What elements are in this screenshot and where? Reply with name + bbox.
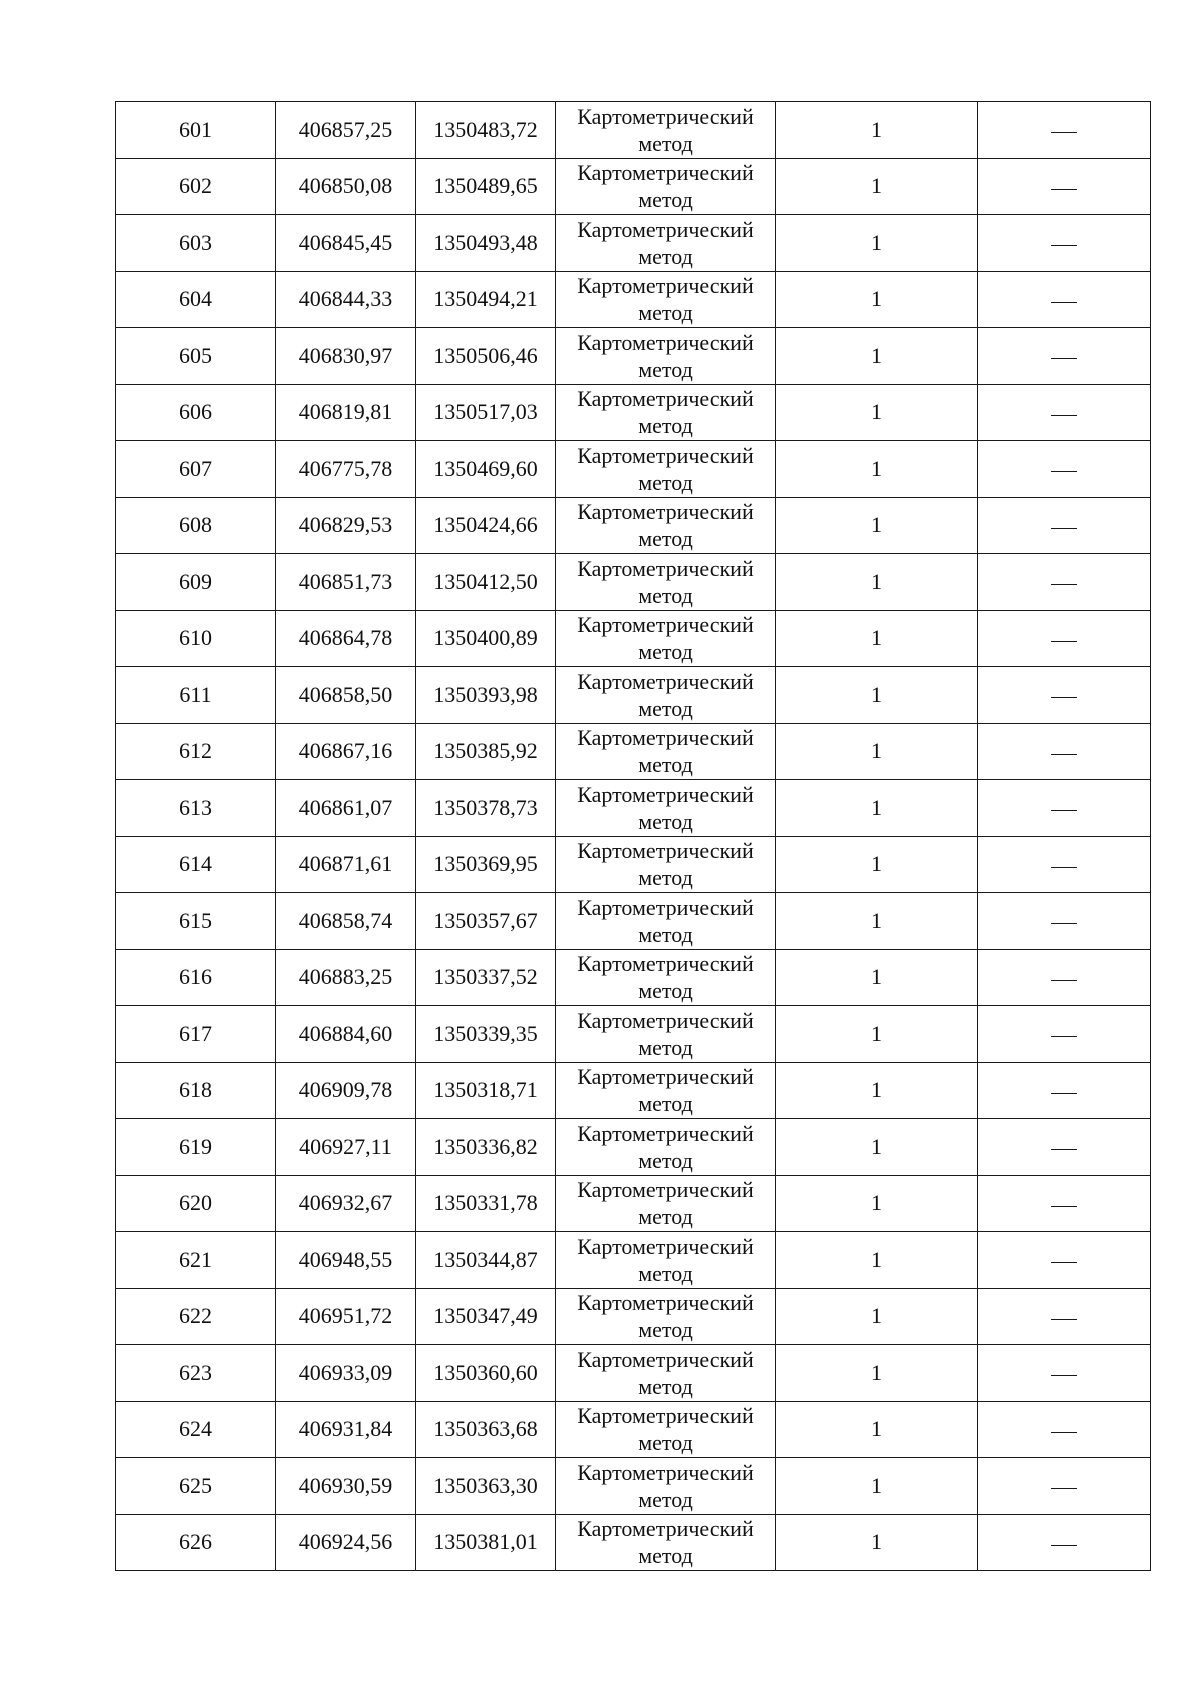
method-cell: Картометрический метод [556,1062,776,1119]
coordinate-y-cell: 1350517,03 [416,384,556,441]
coordinate-x-cell: 406858,50 [276,667,416,724]
accuracy-cell: 1 [776,893,978,950]
point-number-cell: 607 [116,441,276,498]
point-number-cell: 603 [116,215,276,272]
note-cell [978,836,1151,893]
accuracy-cell: 1 [776,949,978,1006]
table-row [116,1006,1151,1063]
note-cell [978,554,1151,611]
dash-mark [1051,867,1077,868]
coordinate-y-cell: 1350469,60 [416,441,556,498]
method-cell: Картометрический метод [556,158,776,215]
table-row [116,1288,1151,1345]
method-cell: Картометрический метод [556,441,776,498]
dash-mark [1051,1375,1077,1376]
coordinate-x-cell: 406861,07 [276,780,416,837]
point-number-cell: 609 [116,554,276,611]
note-cell [978,1119,1151,1176]
point-number-cell: 610 [116,610,276,667]
note-cell [978,1514,1151,1571]
dash-mark [1051,980,1077,981]
dash-mark [1051,923,1077,924]
method-cell: Картометрический метод [556,723,776,780]
method-cell: Картометрический метод [556,1288,776,1345]
coordinate-y-cell: 1350412,50 [416,554,556,611]
table-row [116,1458,1151,1515]
point-number-cell: 625 [116,1458,276,1515]
method-cell: Картометрический метод [556,1119,776,1176]
coordinate-y-cell: 1350363,68 [416,1401,556,1458]
coordinate-y-cell: 1350489,65 [416,158,556,215]
coordinate-x-cell: 406871,61 [276,836,416,893]
coordinate-y-cell: 1350318,71 [416,1062,556,1119]
point-number-cell: 614 [116,836,276,893]
accuracy-cell: 1 [776,384,978,441]
table-row [116,836,1151,893]
point-number-cell: 601 [116,102,276,159]
table-row [116,497,1151,554]
coordinate-x-cell: 406909,78 [276,1062,416,1119]
table-row [116,610,1151,667]
accuracy-cell: 1 [776,836,978,893]
method-cell: Картометрический метод [556,271,776,328]
coordinate-x-cell: 406819,81 [276,384,416,441]
coordinate-x-cell: 406857,25 [276,102,416,159]
dash-mark [1051,302,1077,303]
note-cell [978,1345,1151,1402]
coordinate-x-cell: 406927,11 [276,1119,416,1176]
method-cell: Картометрический метод [556,610,776,667]
dash-mark [1051,358,1077,359]
dash-mark [1051,1036,1077,1037]
point-number-cell: 619 [116,1119,276,1176]
coordinates-table [115,101,1151,1571]
coordinate-x-cell: 406830,97 [276,328,416,385]
accuracy-cell: 1 [776,554,978,611]
method-cell: Картометрический метод [556,836,776,893]
coordinate-x-cell: 406948,55 [276,1232,416,1289]
coordinate-y-cell: 1350506,46 [416,328,556,385]
method-cell: Картометрический метод [556,554,776,611]
coordinate-y-cell: 1350344,87 [416,1232,556,1289]
point-number-cell: 623 [116,1345,276,1402]
coordinate-y-cell: 1350393,98 [416,667,556,724]
method-cell: Картометрический метод [556,1514,776,1571]
method-cell: Картометрический метод [556,667,776,724]
table-row [116,102,1151,159]
accuracy-cell: 1 [776,723,978,780]
point-number-cell: 613 [116,780,276,837]
coordinate-y-cell: 1350424,66 [416,497,556,554]
point-number-cell: 618 [116,1062,276,1119]
dash-mark [1051,754,1077,755]
coordinate-y-cell: 1350385,92 [416,723,556,780]
method-cell: Картометрический метод [556,893,776,950]
point-number-cell: 624 [116,1401,276,1458]
coordinate-y-cell: 1350339,35 [416,1006,556,1063]
note-cell [978,1175,1151,1232]
dash-mark [1051,1206,1077,1207]
table-row [116,1232,1151,1289]
accuracy-cell: 1 [776,1175,978,1232]
table-row [116,667,1151,724]
accuracy-cell: 1 [776,1458,978,1515]
point-number-cell: 602 [116,158,276,215]
coordinate-x-cell: 406775,78 [276,441,416,498]
table-row [116,1345,1151,1402]
coordinate-x-cell: 406850,08 [276,158,416,215]
point-number-cell: 622 [116,1288,276,1345]
point-number-cell: 621 [116,1232,276,1289]
point-number-cell: 617 [116,1006,276,1063]
accuracy-cell: 1 [776,1288,978,1345]
coordinate-y-cell: 1350381,01 [416,1514,556,1571]
accuracy-cell: 1 [776,328,978,385]
table-row [116,554,1151,611]
note-cell [978,497,1151,554]
coordinate-x-cell: 406867,16 [276,723,416,780]
dash-mark [1051,1149,1077,1150]
accuracy-cell: 1 [776,215,978,272]
note-cell [978,1232,1151,1289]
accuracy-cell: 1 [776,610,978,667]
point-number-cell: 626 [116,1514,276,1571]
accuracy-cell: 1 [776,1232,978,1289]
note-cell [978,667,1151,724]
point-number-cell: 608 [116,497,276,554]
coordinate-y-cell: 1350357,67 [416,893,556,950]
accuracy-cell: 1 [776,1062,978,1119]
note-cell [978,949,1151,1006]
coordinate-x-cell: 406951,72 [276,1288,416,1345]
note-cell [978,1401,1151,1458]
coordinate-x-cell: 406930,59 [276,1458,416,1515]
coordinate-y-cell: 1350494,21 [416,271,556,328]
coordinate-y-cell: 1350483,72 [416,102,556,159]
dash-mark [1051,245,1077,246]
method-cell: Картометрический метод [556,1175,776,1232]
coordinate-y-cell: 1350337,52 [416,949,556,1006]
method-cell: Картометрический метод [556,102,776,159]
dash-mark [1051,1545,1077,1546]
method-cell: Картометрический метод [556,1458,776,1515]
accuracy-cell: 1 [776,102,978,159]
method-cell: Картометрический метод [556,949,776,1006]
note-cell [978,215,1151,272]
point-number-cell: 604 [116,271,276,328]
dash-mark [1051,1262,1077,1263]
point-number-cell: 612 [116,723,276,780]
accuracy-cell: 1 [776,1006,978,1063]
dash-mark [1051,471,1077,472]
coordinate-y-cell: 1350347,49 [416,1288,556,1345]
table-row [116,271,1151,328]
coordinate-y-cell: 1350378,73 [416,780,556,837]
accuracy-cell: 1 [776,497,978,554]
dash-mark [1051,1319,1077,1320]
dash-mark [1051,641,1077,642]
coordinate-x-cell: 406844,33 [276,271,416,328]
point-number-cell: 611 [116,667,276,724]
dash-mark [1051,1488,1077,1489]
coordinates-table-body [116,102,1151,1571]
table-row [116,441,1151,498]
accuracy-cell: 1 [776,441,978,498]
note-cell [978,1062,1151,1119]
dash-mark [1051,584,1077,585]
coordinate-x-cell: 406933,09 [276,1345,416,1402]
coordinate-x-cell: 406851,73 [276,554,416,611]
method-cell: Картометрический метод [556,328,776,385]
table-row [116,328,1151,385]
note-cell [978,893,1151,950]
dash-mark [1051,697,1077,698]
note-cell [978,441,1151,498]
coordinate-y-cell: 1350493,48 [416,215,556,272]
table-row [116,384,1151,441]
accuracy-cell: 1 [776,780,978,837]
note-cell [978,102,1151,159]
note-cell [978,1288,1151,1345]
point-number-cell: 620 [116,1175,276,1232]
note-cell [978,158,1151,215]
coordinate-x-cell: 406931,84 [276,1401,416,1458]
table-row [116,1062,1151,1119]
point-number-cell: 616 [116,949,276,1006]
note-cell [978,780,1151,837]
method-cell: Картометрический метод [556,780,776,837]
method-cell: Картометрический метод [556,497,776,554]
coordinate-y-cell: 1350363,30 [416,1458,556,1515]
coordinate-x-cell: 406858,74 [276,893,416,950]
method-cell: Картометрический метод [556,384,776,441]
note-cell [978,1006,1151,1063]
coordinate-y-cell: 1350360,60 [416,1345,556,1402]
coordinate-x-cell: 406864,78 [276,610,416,667]
coordinate-x-cell: 406924,56 [276,1514,416,1571]
accuracy-cell: 1 [776,158,978,215]
coordinate-x-cell: 406845,45 [276,215,416,272]
point-number-cell: 615 [116,893,276,950]
table-row [116,780,1151,837]
point-number-cell: 605 [116,328,276,385]
accuracy-cell: 1 [776,667,978,724]
note-cell [978,610,1151,667]
accuracy-cell: 1 [776,271,978,328]
accuracy-cell: 1 [776,1401,978,1458]
accuracy-cell: 1 [776,1514,978,1571]
coordinate-y-cell: 1350331,78 [416,1175,556,1232]
note-cell [978,384,1151,441]
coordinate-x-cell: 406829,53 [276,497,416,554]
table-row [116,215,1151,272]
method-cell: Картометрический метод [556,1401,776,1458]
point-number-cell: 606 [116,384,276,441]
table-row [116,723,1151,780]
accuracy-cell: 1 [776,1119,978,1176]
coordinate-y-cell: 1350400,89 [416,610,556,667]
dash-mark [1051,810,1077,811]
method-cell: Картометрический метод [556,1006,776,1063]
dash-mark [1051,1093,1077,1094]
table-row [116,1514,1151,1571]
note-cell [978,723,1151,780]
accuracy-cell: 1 [776,1345,978,1402]
dash-mark [1051,1432,1077,1433]
method-cell: Картометрический метод [556,215,776,272]
coordinate-y-cell: 1350336,82 [416,1119,556,1176]
table-row [116,1175,1151,1232]
table-row [116,1401,1151,1458]
table-row [116,949,1151,1006]
table-row [116,893,1151,950]
table-row [116,1119,1151,1176]
dash-mark [1051,528,1077,529]
coordinate-y-cell: 1350369,95 [416,836,556,893]
note-cell [978,328,1151,385]
table-row [116,158,1151,215]
note-cell [978,271,1151,328]
method-cell: Картометрический метод [556,1232,776,1289]
dash-mark [1051,415,1077,416]
method-cell: Картометрический метод [556,1345,776,1402]
note-cell [978,1458,1151,1515]
dash-mark [1051,189,1077,190]
coordinate-x-cell: 406884,60 [276,1006,416,1063]
coordinate-x-cell: 406883,25 [276,949,416,1006]
coordinate-x-cell: 406932,67 [276,1175,416,1232]
dash-mark [1051,132,1077,133]
